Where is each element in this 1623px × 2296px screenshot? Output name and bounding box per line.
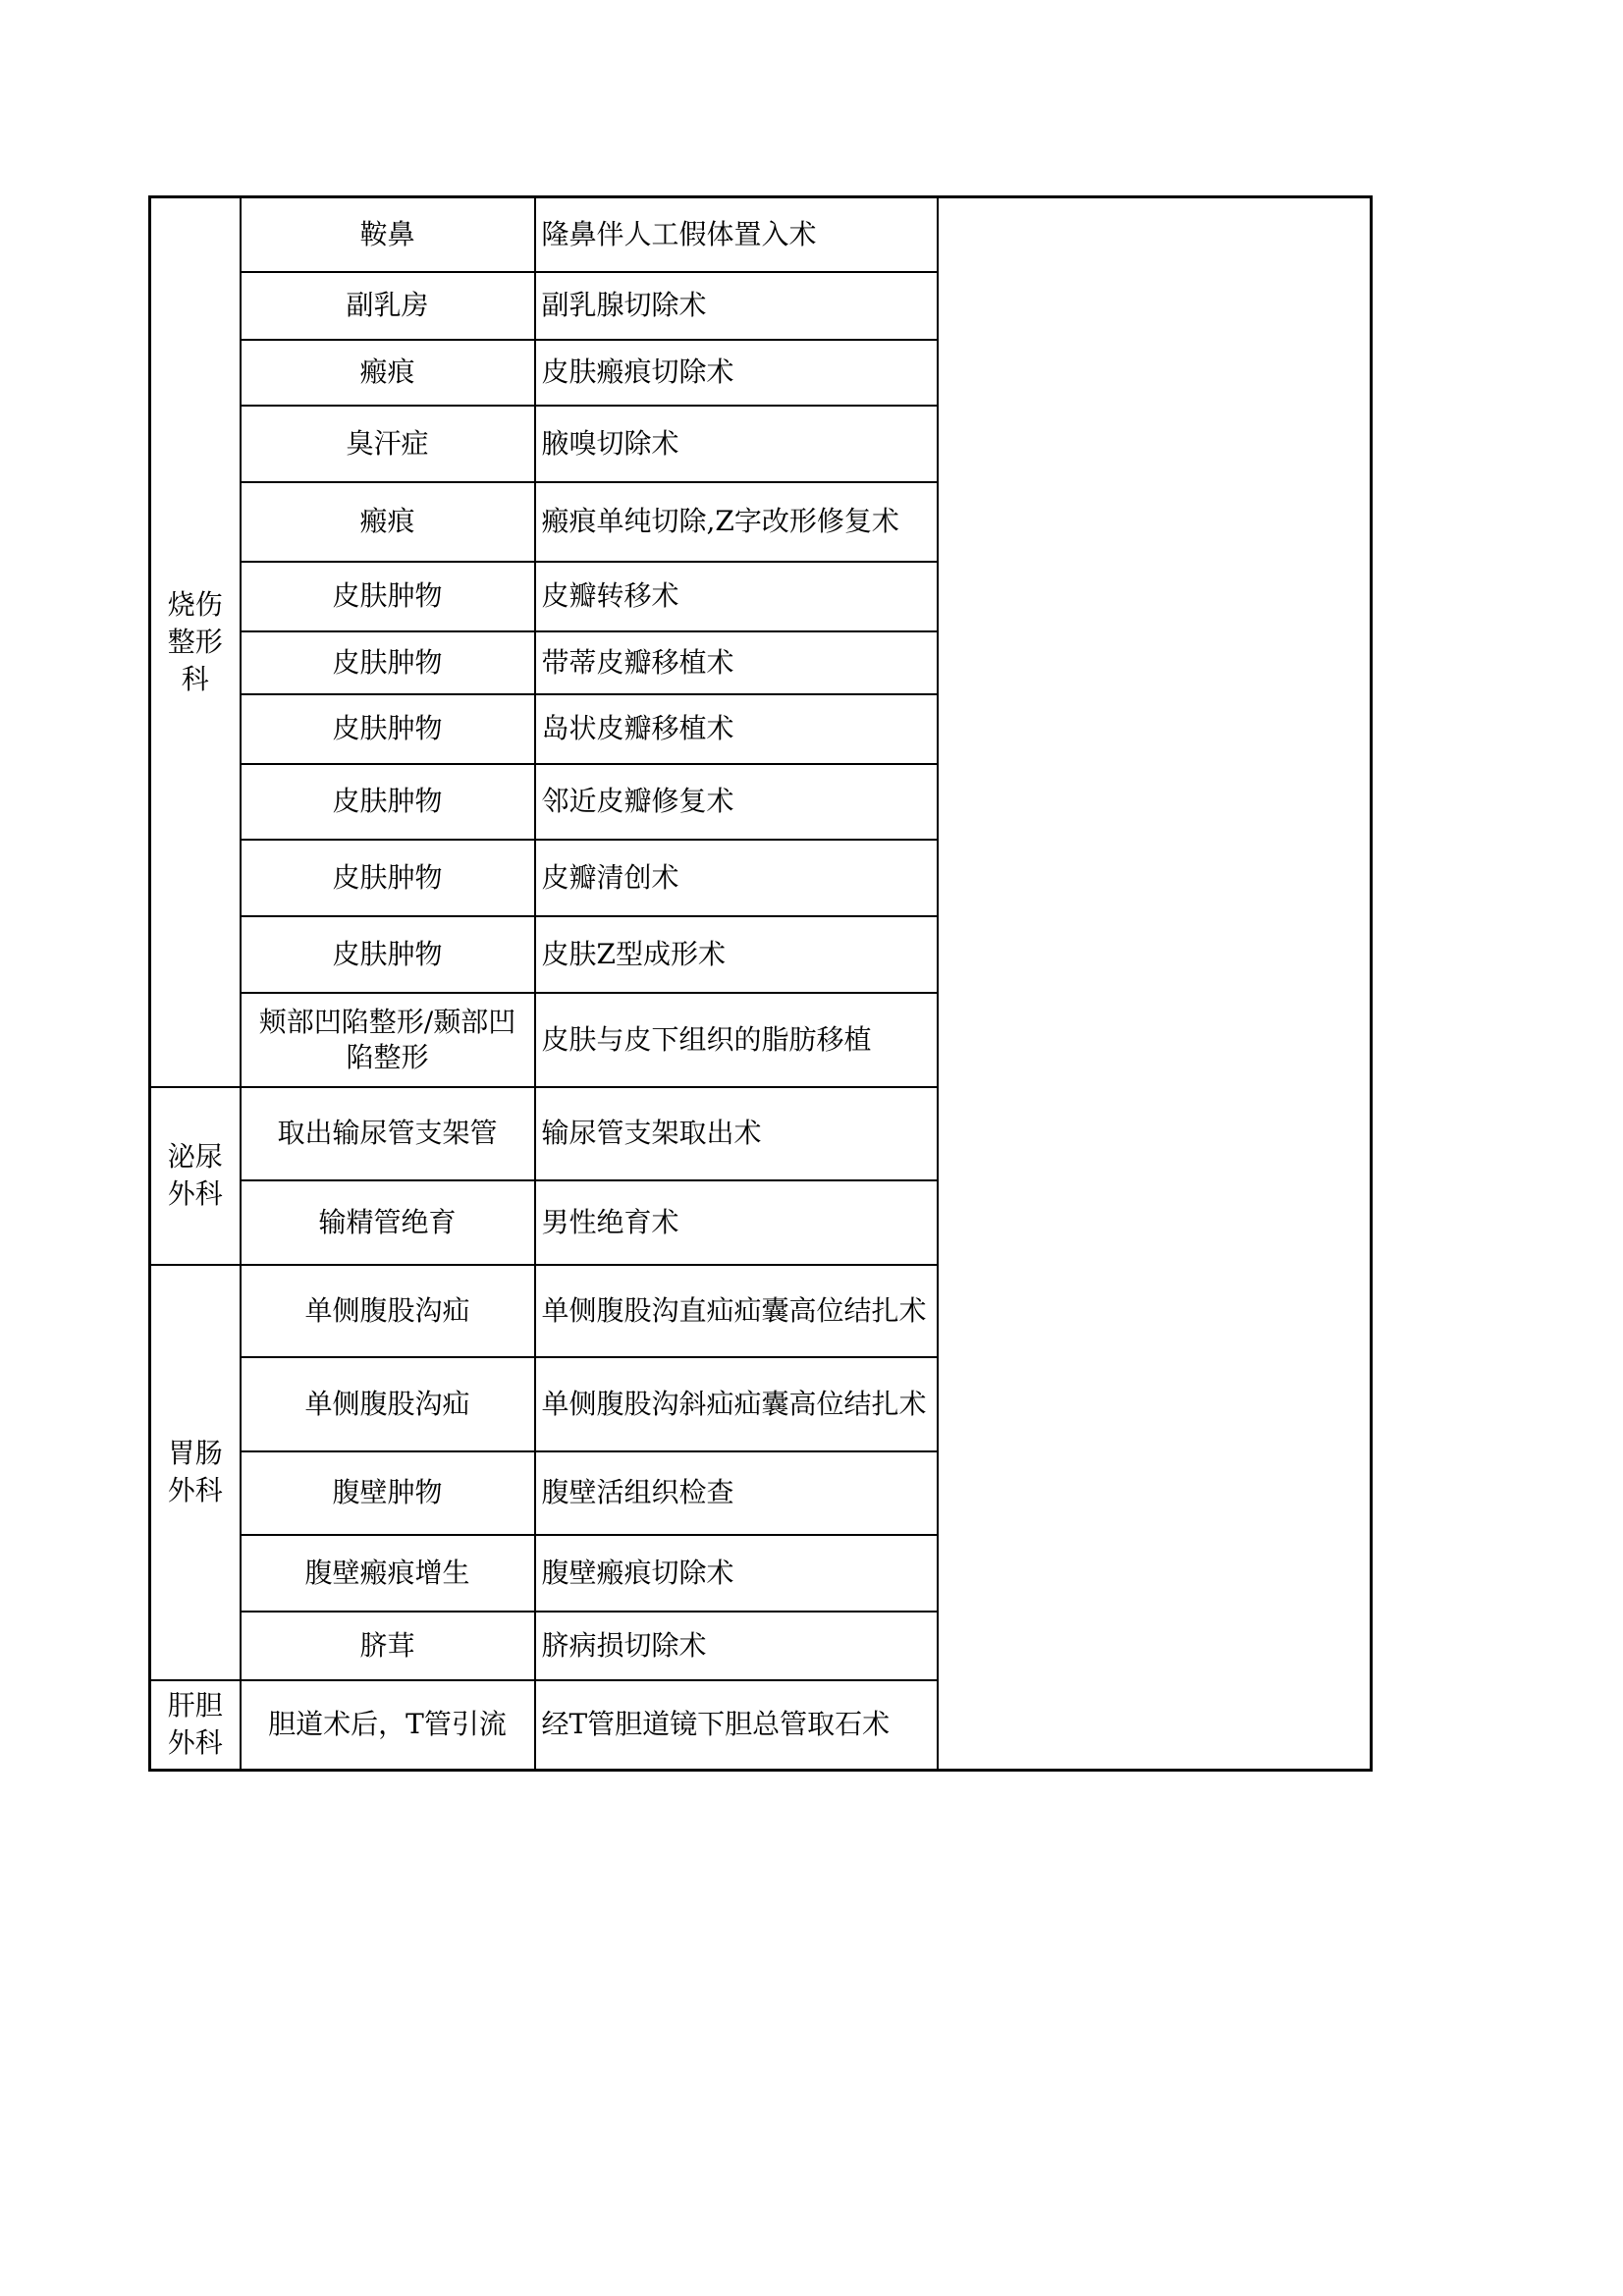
operation-cell: 腋嗅切除术 bbox=[535, 406, 938, 482]
operation-cell: 皮瓣转移术 bbox=[535, 562, 938, 631]
operation-cell: 皮肤Z型成形术 bbox=[535, 916, 938, 993]
operation-cell: 皮肤与皮下组织的脂肪移植 bbox=[535, 993, 938, 1087]
operation-cell: 副乳腺切除术 bbox=[535, 272, 938, 340]
diagnosis-cell: 单侧腹股沟疝 bbox=[241, 1357, 535, 1451]
operation-cell: 邻近皮瓣修复术 bbox=[535, 764, 938, 840]
diagnosis-cell: 皮肤肿物 bbox=[241, 694, 535, 764]
department-cell: 胃肠外科 bbox=[150, 1265, 241, 1680]
diagnosis-cell: 皮肤肿物 bbox=[241, 764, 535, 840]
operation-cell: 瘢痕单纯切除,Z字改形修复术 bbox=[535, 482, 938, 562]
department-cell: 泌尿外科 bbox=[150, 1087, 241, 1265]
operation-cell: 带蒂皮瓣移植术 bbox=[535, 631, 938, 694]
diagnosis-cell: 颊部凹陷整形/颞部凹陷整形 bbox=[241, 993, 535, 1087]
operation-cell: 经T管胆道镜下胆总管取石术 bbox=[535, 1680, 938, 1771]
diagnosis-cell: 腹壁瘢痕增生 bbox=[241, 1535, 535, 1612]
operation-cell: 腹壁瘢痕切除术 bbox=[535, 1535, 938, 1612]
diagnosis-cell: 皮肤肿物 bbox=[241, 840, 535, 916]
department-cell: 烧伤整形科 bbox=[150, 197, 241, 1087]
diagnosis-cell: 脐茸 bbox=[241, 1612, 535, 1680]
diagnosis-cell: 取出输尿管支架管 bbox=[241, 1087, 535, 1180]
operation-cell: 脐病损切除术 bbox=[535, 1612, 938, 1680]
diagnosis-cell: 单侧腹股沟疝 bbox=[241, 1265, 535, 1357]
operation-cell: 单侧腹股沟斜疝疝囊高位结扎术 bbox=[535, 1357, 938, 1451]
operation-cell: 隆鼻伴人工假体置入术 bbox=[535, 197, 938, 272]
operation-cell: 腹壁活组织检查 bbox=[535, 1451, 938, 1535]
procedure-table bbox=[148, 195, 1373, 1772]
remarks-cell bbox=[938, 197, 1372, 1771]
operation-cell: 男性绝育术 bbox=[535, 1180, 938, 1265]
diagnosis-cell: 腹壁肿物 bbox=[241, 1451, 535, 1535]
diagnosis-cell: 瘢痕 bbox=[241, 482, 535, 562]
diagnosis-cell: 鞍鼻 bbox=[241, 197, 535, 272]
diagnosis-cell: 皮肤肿物 bbox=[241, 916, 535, 993]
operation-cell: 皮肤瘢痕切除术 bbox=[535, 340, 938, 406]
operation-cell: 岛状皮瓣移植术 bbox=[535, 694, 938, 764]
operation-cell: 皮瓣清创术 bbox=[535, 840, 938, 916]
diagnosis-cell: 输精管绝育 bbox=[241, 1180, 535, 1265]
department-cell: 肝胆外科 bbox=[150, 1680, 241, 1771]
diagnosis-cell: 瘢痕 bbox=[241, 340, 535, 406]
table-row bbox=[150, 197, 1372, 272]
operation-cell: 输尿管支架取出术 bbox=[535, 1087, 938, 1180]
diagnosis-cell: 皮肤肿物 bbox=[241, 562, 535, 631]
diagnosis-cell: 臭汗症 bbox=[241, 406, 535, 482]
diagnosis-cell: 皮肤肿物 bbox=[241, 631, 535, 694]
diagnosis-cell: 副乳房 bbox=[241, 272, 535, 340]
operation-cell: 单侧腹股沟直疝疝囊高位结扎术 bbox=[535, 1265, 938, 1357]
diagnosis-cell: 胆道术后，T管引流 bbox=[241, 1680, 535, 1771]
